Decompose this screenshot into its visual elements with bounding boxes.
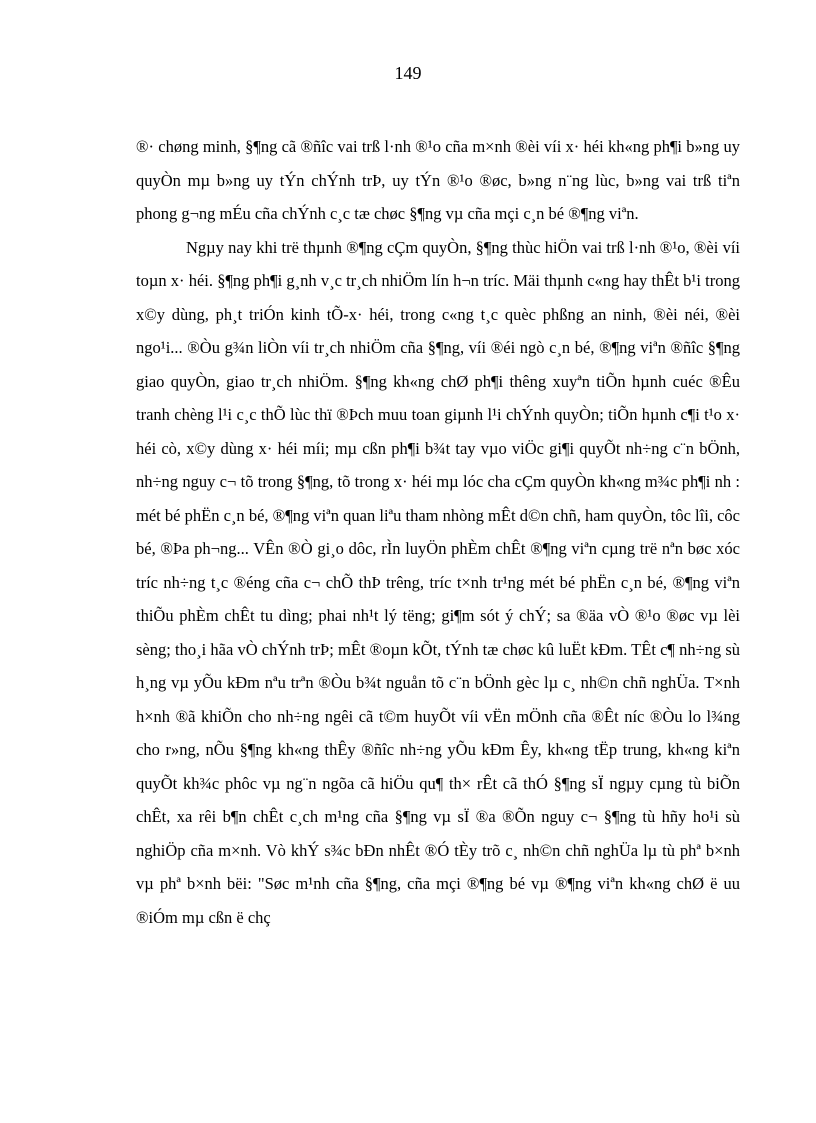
body-text [136,130,740,934]
paragraph-2: Ngµy nay khi trë thµnh ®¶ng cÇm quyÒn, §¶ng thùc hiÖn vai trß l·nh ®¹o, ®èi víi toµn x· héi. §¶ng ph¶i g¸nh v¸c tr¸ch nhiÖm lín h¬n tríc. Mäi thµnh c«ng hay thÊt b¹i trong x©y dùng, ph¸t triÓn kinh tÕ-x· héi, trong c«ng t¸c quèc phßng an ninh, ®èi néi, ®èi ngo¹i... ®Òu g¾n liÒn víi tr¸ch nhiÖm cña §¶ng, víi ®éi ngò c¸n bé, ®¶ng viªn ®ñîc §¶ng giao quyÒn, giao tr¸ch nhiÖm. §¶ng kh«ng chØ ph¶i thêng xuyªn tiÕn hµnh cuéc ®Êu tranh chèng l¹i c¸c thÕ lùc thï ®Þch muu toan giµnh l¹i chÝnh quyÒn; tiÕn hµnh c¶i t¹o x· héi cò, x©y dùng x· héi míi; mµ cßn ph¶i b¾t tay vµo viÖc gi¶i quyÕt nh÷ng c¨n bÖnh, nh÷ng nguy c¬ tõ trong §¶ng, tõ trong x· héi mµ lóc cha cÇm quyÒn kh«ng m¾c ph¶i nh : mét bé phËn c¸n bé, ®¶ng viªn quan liªu tham nhòng mÊt d©n chñ, ham quyÒn, tôc lîi, côc bé, ®Þa ph¬ng... VÊn ®Ò gi¸o dôc, rÌn luyÖn phÈm chÊt ®¶ng viªn cµng trë nªn bøc xóc tríc nh÷ng t¸c ®éng cña c¬ chÕ thÞ trêng, tríc t×nh tr¹ng mét bé phËn c¸n bé, ®¶ng viªn thiÕu phÈm chÊt tu dìng; phai nh¹t lý tëng; gi¶m sót ý chÝ; sa ®äa vÒ ®¹o ®øc vµ lèi sèng; tho¸i hãa vÒ chÝnh trÞ; mÊt ®oµn kÕt, tÝnh tæ chøc kû luËt kÐm. TÊt c¶ nh÷ng sù h¸ng vµ yÕu kÐm nªu trªn ®Òu b¾t nguån tõ c¨n bÖnh gèc lµ c¸ nh©n chñ nghÜa. T×nh h×nh ®ã khiÕn cho nh÷ng ngêi cã t©m huyÕt víi vËn mÖnh cña ®Êt níc ®Òu lo l¾ng cho r»ng, nÕu §¶ng kh«ng thÊy ®ñîc nh÷ng yÕu kÐm Êy, kh«ng tËp trung, kh«ng kiªn quyÕt kh¾c phôc vµ ng¨n ngõa cã hiÖu qu¶ th× rÊt cã thÓ §¶ng sÏ ngµy cµng tù biÕn chÊt, xa rêi b¶n chÊt c¸ch m¹ng cña §¶ng vµ sÏ ®a ®Õn nguy c¬ §¶ng tù hñy ho¹i sù nghiÖp cña m×nh. Vò khÝ s¾c bÐn nhÊt ®Ó tÈy trõ c¸ nh©n chñ nghÜa lµ tù phª b×nh vµ phª b×nh bëi: "Søc m¹nh cña §¶ng, cña mçi ®¶ng bé vµ ®¶ng viªn kh«ng chØ ë uu ®iÓm mµ cßn ë chç [136,237,740,927]
page-number: 149 [394,63,422,83]
paragraph-1: ®· chøng minh, §¶ng cã ®ñîc vai trß l·nh ®¹o cña m×nh ®èi víi x· héi kh«ng ph¶i b»ng uy quyÒn mµ b»ng uy tÝn chÝnh trÞ, uy tÝn ®¹o ®øc, b»ng n¨ng lùc, b»ng vai trß tiªn phong g¬ng mÉu cña chÝnh c¸c tæ chøc §¶ng vµ cña mçi c¸n bé ®¶ng viªn. [136,137,740,223]
